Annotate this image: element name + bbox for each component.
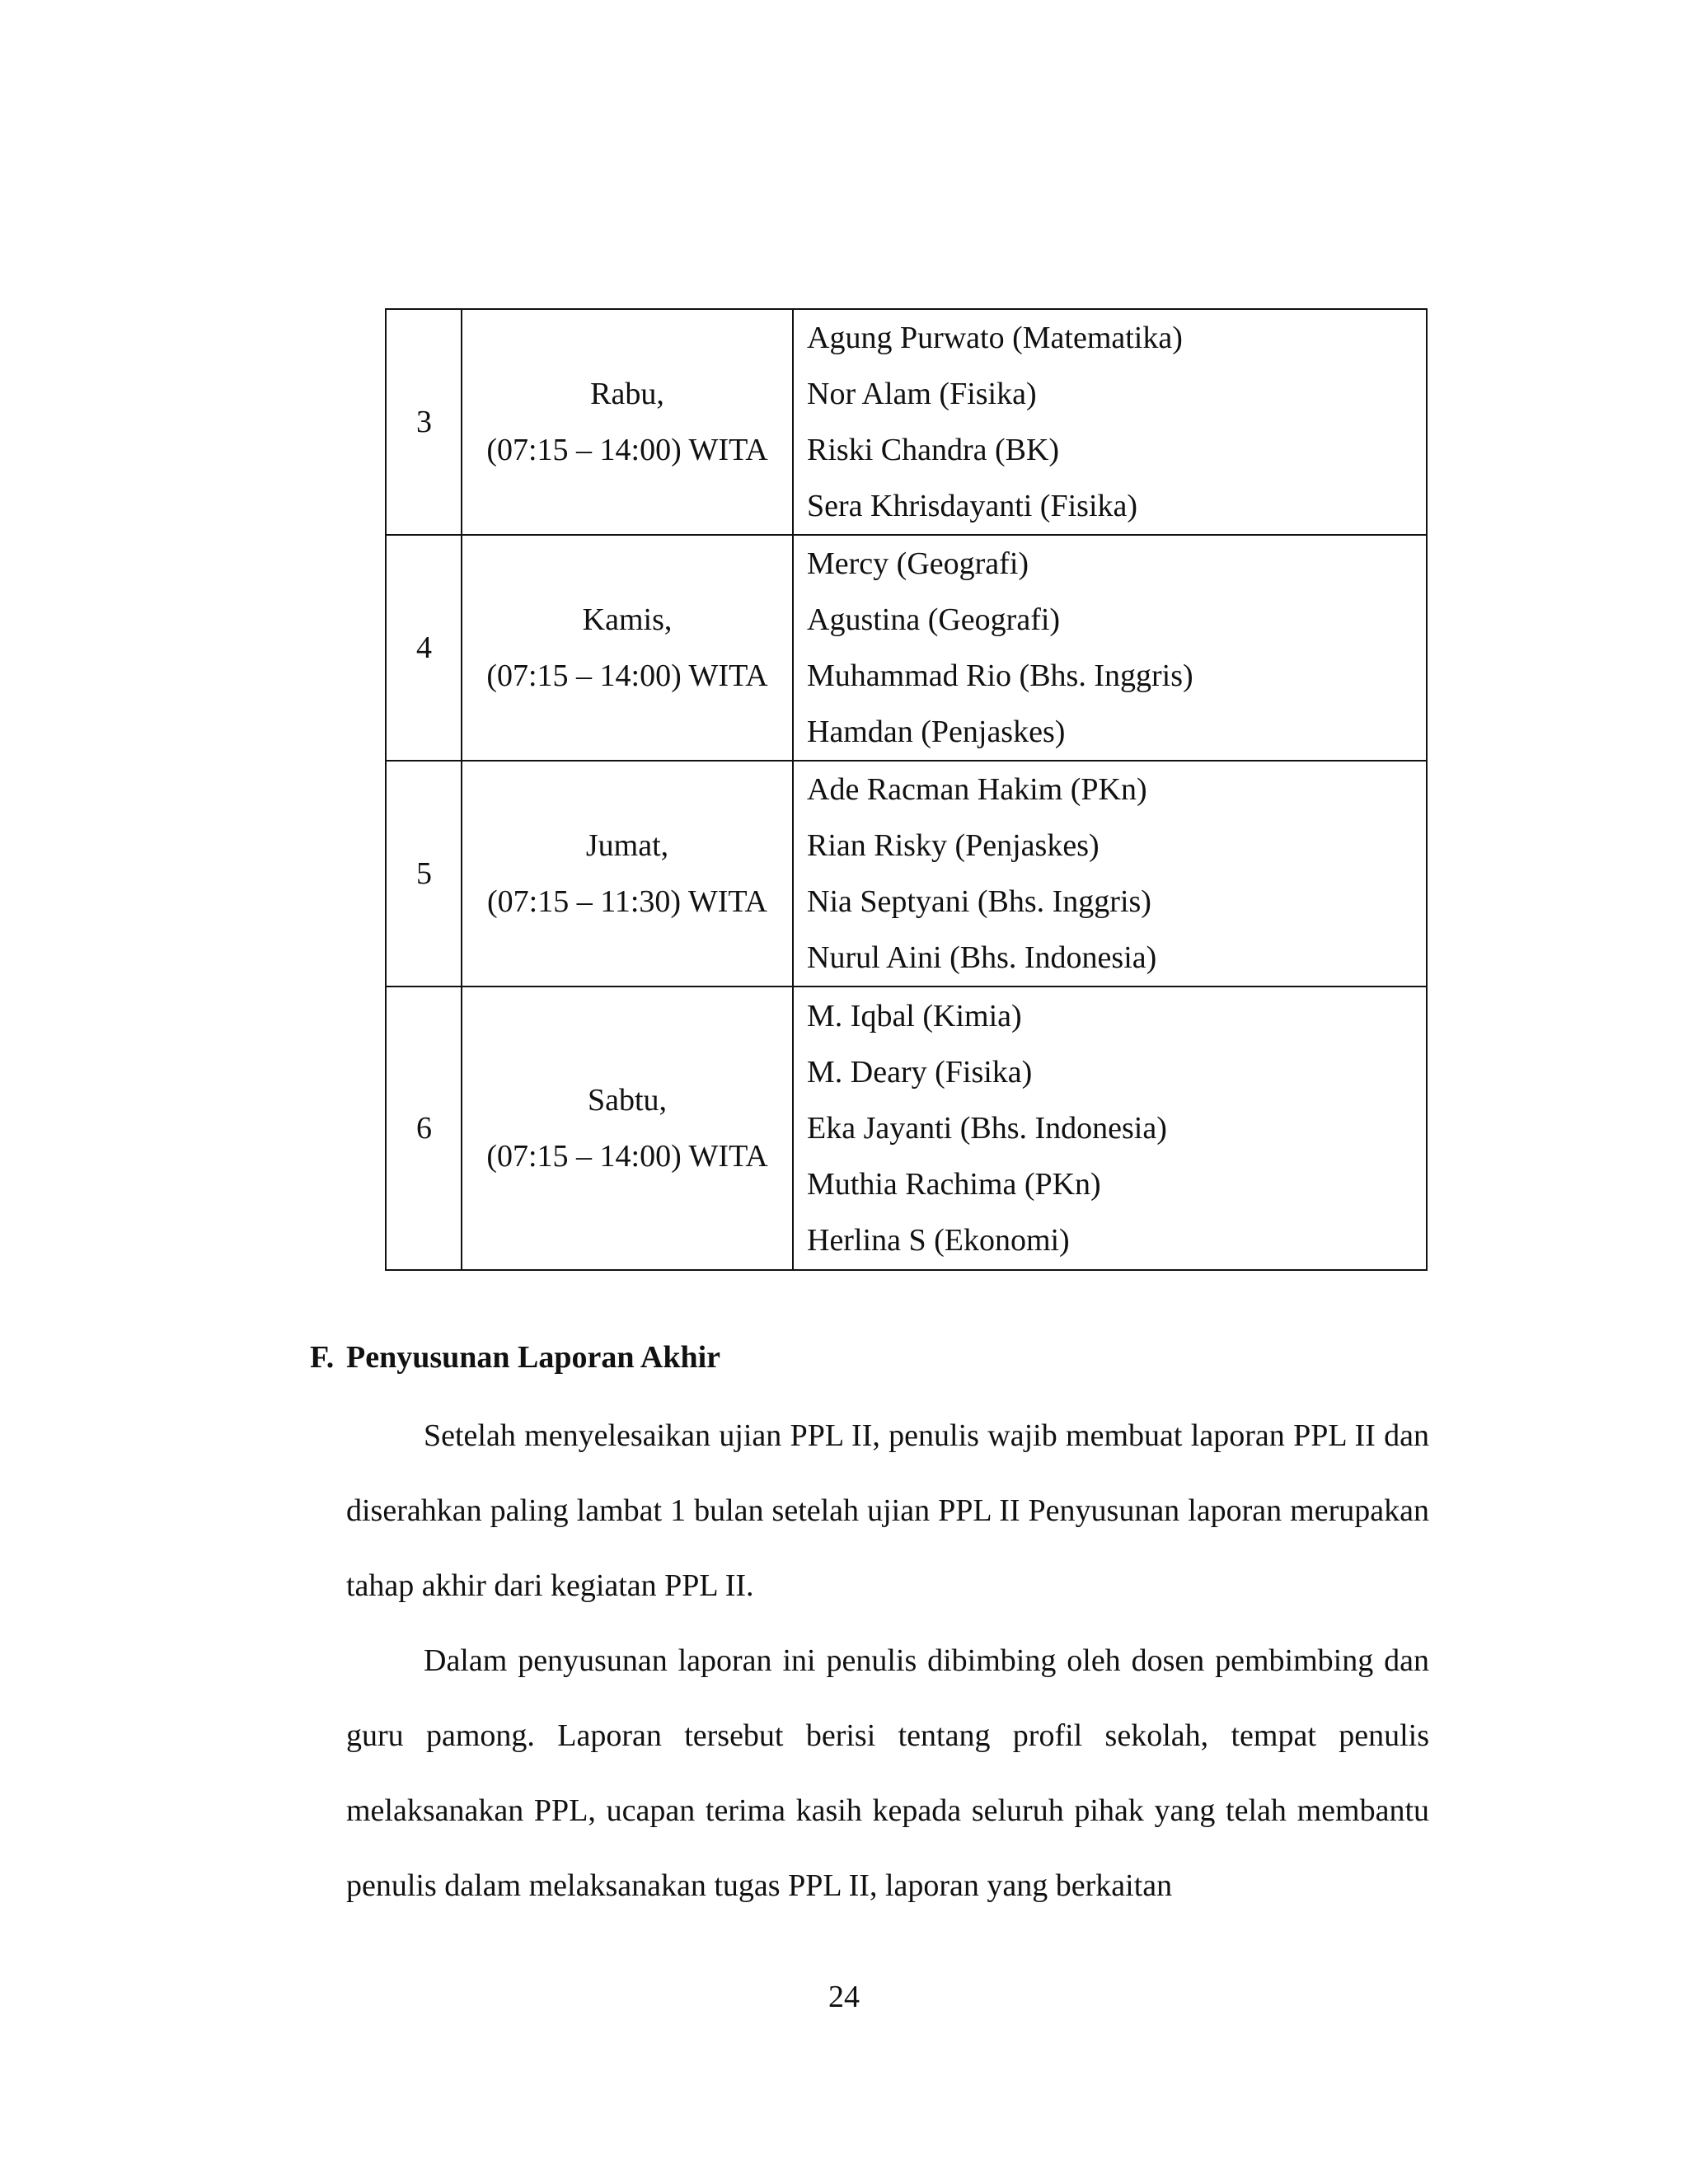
time-range: (07:15 – 14:00) WITA bbox=[486, 1139, 768, 1174]
participant-name: M. Deary (Fisika) bbox=[807, 1055, 1033, 1090]
day-time-cell bbox=[462, 761, 793, 987]
participant-name: Ade Racman Hakim (PKn) bbox=[807, 772, 1147, 807]
day-label: Rabu, bbox=[590, 377, 664, 411]
participant-name: Riski Chandra (BK) bbox=[807, 433, 1060, 467]
page-number: 24 bbox=[828, 1980, 860, 2014]
participant-name: Herlina S (Ekonomi) bbox=[807, 1223, 1070, 1258]
section-letter: F. bbox=[310, 1340, 335, 1375]
participant-name: Nia Septyani (Bhs. Inggris) bbox=[807, 884, 1151, 919]
participant-name: Mercy (Geografi) bbox=[807, 546, 1029, 581]
table-row bbox=[386, 309, 1427, 535]
body-paragraph: Dalam penyusunan laporan ini penulis dibimbing oleh dosen pembimbing dan guru pamong. Laporan tersebut berisi tentang profil sekolah, tempat penulis melaksanakan PPL, ucapan terima kasih kepada seluruh pihak yang telah membantu penulis dalam melaksanakan tugas PPL II, laporan yang berkaitan bbox=[346, 1643, 1429, 1903]
day-time-cell bbox=[462, 535, 793, 761]
table-row bbox=[386, 987, 1427, 1270]
day-time-cell bbox=[462, 987, 793, 1270]
participant-name: Agung Purwato (Matematika) bbox=[807, 321, 1183, 355]
day-time-cell bbox=[462, 309, 793, 535]
participants-cell bbox=[793, 987, 1427, 1270]
participant-name: Eka Jayanti (Bhs. Indonesia) bbox=[807, 1111, 1167, 1146]
table-row bbox=[386, 535, 1427, 761]
schedule-table bbox=[385, 308, 1428, 1271]
participant-name: Agustina (Geografi) bbox=[807, 602, 1061, 637]
day-label: Kamis, bbox=[582, 602, 673, 637]
table-row bbox=[386, 761, 1427, 987]
row-number: 5 bbox=[386, 761, 462, 987]
participants-cell bbox=[793, 309, 1427, 535]
row-number: 4 bbox=[386, 535, 462, 761]
participant-name: Nor Alam (Fisika) bbox=[807, 377, 1037, 411]
participant-name: Hamdan (Penjaskes) bbox=[807, 715, 1066, 749]
participant-name: M. Iqbal (Kimia) bbox=[807, 999, 1022, 1033]
participants-cell bbox=[793, 761, 1427, 987]
participant-name: Muhammad Rio (Bhs. Inggris) bbox=[807, 658, 1193, 693]
participant-name: Sera Khrisdayanti (Fisika) bbox=[807, 489, 1138, 523]
row-number: 3 bbox=[386, 309, 462, 535]
participant-name: Nurul Aini (Bhs. Indonesia) bbox=[807, 940, 1157, 975]
row-number: 6 bbox=[386, 987, 462, 1270]
time-range: (07:15 – 14:00) WITA bbox=[486, 433, 768, 467]
participant-name: Muthia Rachima (PKn) bbox=[807, 1167, 1101, 1202]
section-title: Penyusunan Laporan Akhir bbox=[346, 1340, 721, 1375]
body-paragraph: Setelah menyelesaikan ujian PPL II, penulis wajib membuat laporan PPL II dan diserahkan paling lambat 1 bulan setelah ujian PPL II Penyusunan laporan merupakan tahap akhir dari kegiatan PPL II. bbox=[346, 1418, 1429, 1603]
section-heading bbox=[310, 1337, 720, 1378]
time-range: (07:15 – 11:30) WITA bbox=[487, 884, 767, 919]
participants-cell bbox=[793, 535, 1427, 761]
day-label: Sabtu, bbox=[587, 1083, 668, 1118]
day-label: Jumat, bbox=[585, 828, 669, 863]
participant-name: Rian Risky (Penjaskes) bbox=[807, 828, 1100, 863]
time-range: (07:15 – 14:00) WITA bbox=[486, 658, 768, 693]
